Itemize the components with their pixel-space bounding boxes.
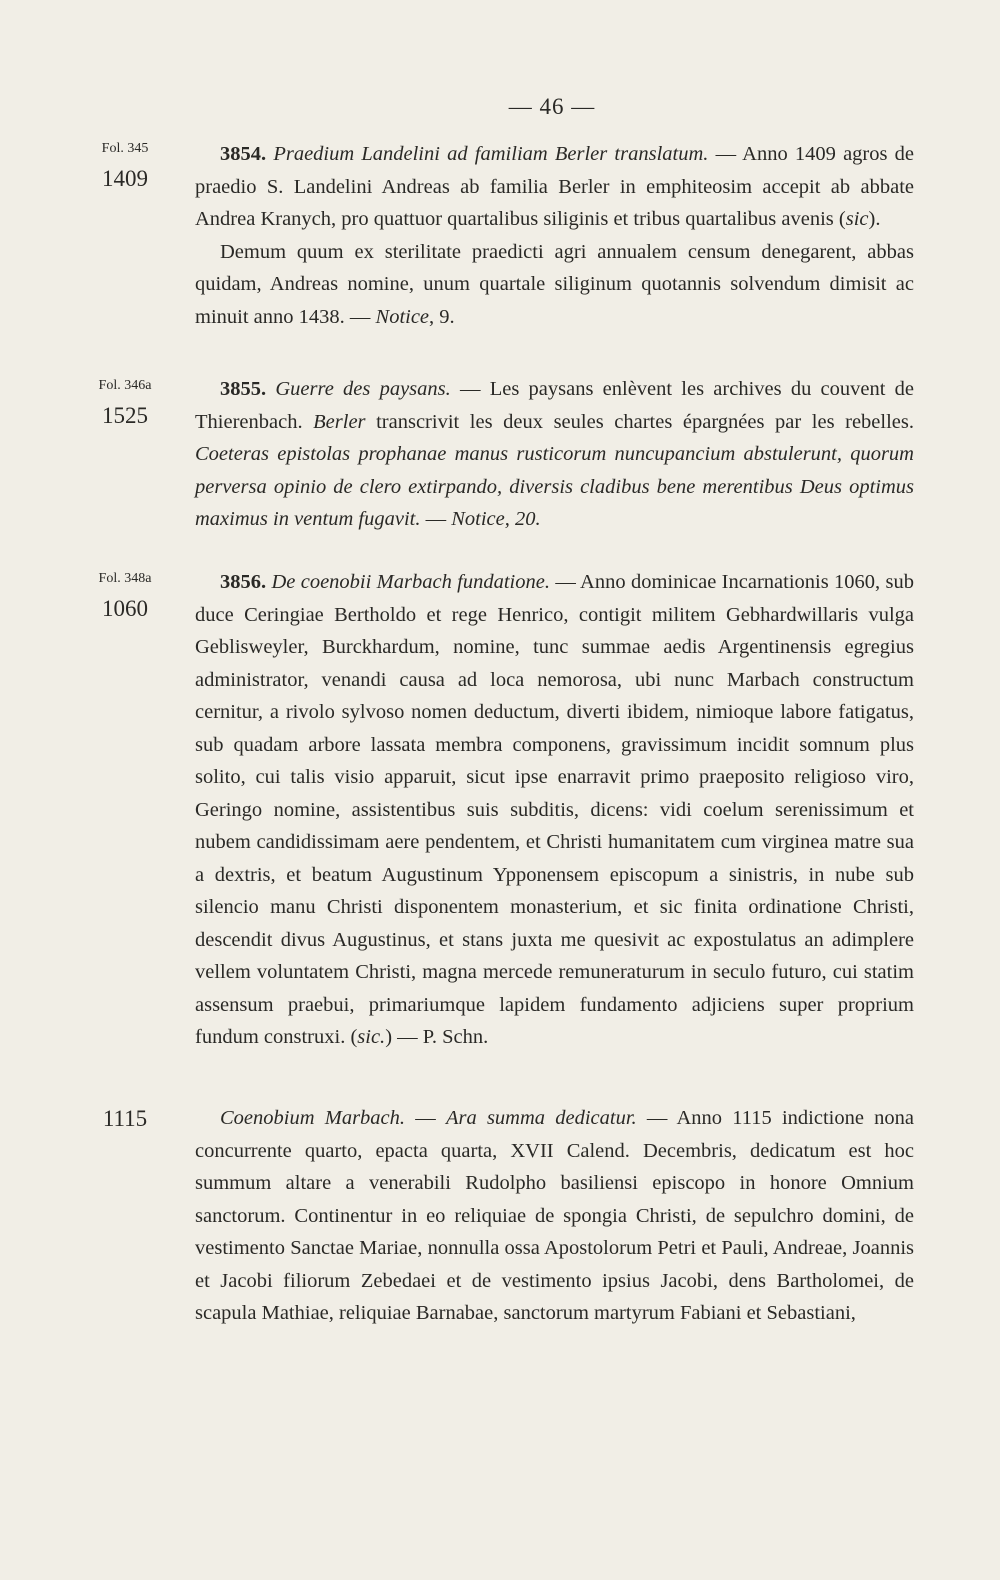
entry-text: — Anno 1409 agros de praedio S. Landelini Andreas ab familia Berler in emphiteosim accepit ab abbate Andrea Kranych, pro quattuor quartalibus siliginis et tribus quartalibus avenis ( bbox=[195, 143, 914, 230]
folio-ref: Fol. 346a bbox=[98, 378, 152, 393]
margin-note-3854 bbox=[60, 140, 190, 194]
folio-ref: Fol. 348a bbox=[98, 571, 152, 586]
margin-note-1115 bbox=[60, 1104, 190, 1134]
margin-year: 1409 bbox=[102, 166, 148, 191]
margin-year: 1525 bbox=[102, 403, 148, 428]
page-number: — 46 — bbox=[508, 94, 596, 119]
entry-title: Coenobium Marbach. bbox=[220, 1107, 406, 1129]
entry-title: Praedium Landelini ad familiam Berler translatum. bbox=[273, 143, 709, 165]
entry-title: Guerre des paysans. bbox=[275, 378, 451, 400]
margin-year: 1060 bbox=[102, 596, 148, 621]
entry-1115 bbox=[195, 1102, 914, 1330]
entry-3855 bbox=[195, 373, 914, 536]
entry-number: 3855. bbox=[220, 378, 267, 400]
entry-text: — Les paysans enlèvent les archives du couvent de Thierenbach. bbox=[195, 378, 915, 433]
entry-3854 bbox=[195, 138, 914, 333]
entry-text: — Anno dominicae Incarnationis 1060, sub duce Ceringiae Bertholdo et rege Henrico, contigit militem Gebhardwillaris vulga Geblisweyler, Burckhardum, nomine, tunc summae aedis Argentinensis egregius administrator, venandi causa ad loca nemorosa, ubi nunc Marbach constructum cernitur, a rivolo sylvoso nomen deductum, diverti ibidem, nimioque labore fatigatus, sub quadam arbore lassata membra componens, gravissimum incidit somnum plus solito, cui talis visio apparuit, sicut ipse enarravit primo praeposito religioso viro, Geringo nomine, assistentibus suis subditis, dicens: vidi coelum serenissimum et nubem candidissimam aere pendentem, et Christi humanitatem cum virginea matre sua a dextris, et beatum Augustinum Ypponensem episcopum a sinistris, in nube sub silencio manu Christi disponentem monasterium, et sic finita ordinatione Christi, descendit divus Augustinus, et stans juxta me quesivit ac expostulatus an adimplere vellem voluntatem Christi, magna mercede remuneraturum in seculo futuro, cui statim assensum praebui, primariumque lapidem fundamento adjiciens super proprium fundum construxi. ( bbox=[195, 571, 914, 1048]
entry-3856 bbox=[195, 566, 914, 1054]
folio-ref: Fol. 345 bbox=[101, 141, 149, 156]
source-ref: Notice bbox=[375, 305, 430, 328]
margin-note-3855 bbox=[60, 377, 190, 431]
entry-subtitle: Ara summa dedicatur. bbox=[445, 1107, 637, 1129]
entry-text-end: ) — P. Schn. bbox=[385, 1026, 489, 1048]
author-name: Berler bbox=[313, 410, 366, 433]
entry-text-end: ). bbox=[868, 208, 881, 230]
latin-quote: Coeteras epistolas prophanae manus rusticorum nuncupancium abstulerunt, quorum perversa opinio de clero extirpando, diversis cladibus bene merentibus Deus optimus maximus in ventum fugavit. bbox=[195, 443, 914, 530]
source-ref: Notice, 20. bbox=[451, 508, 541, 530]
dash: — bbox=[420, 508, 452, 530]
source-number: , 9. bbox=[429, 305, 455, 328]
sic-note: sic. bbox=[357, 1026, 386, 1048]
entry-paragraph: Demum quum ex sterilitate praedicti agri annualem censum denegarent, abbas quidam, Andreas nomine, unum quartale siliginum quotannis solvendum dimisit ac minuit anno 1438. — bbox=[195, 240, 914, 328]
dash: — bbox=[405, 1107, 446, 1129]
margin-year: 1115 bbox=[102, 1106, 148, 1131]
entry-text: — Anno 1115 indictione nona concurrente quarto, epacta quarta, XVII Calend. Decembris, dedicatum est hoc summum altare a venerabili Rudolpho basiliensi episcopo in honore Omnium sanctorum. Continentur in eo reliquiae de spongia Christi, de sepulchro domini, de vestimento Sanctae Mariae, nonnulla ossa Apostolorum Petri et Pauli, Andreae, Joannis et Jacobi filiorum Zebedaei et de vestimento ipsius Jacobi, dens Bartholomei, de scapula Mathiae, reliquiae Barnabae, sanctorum martyrum Fabiani et Sebastiani, bbox=[195, 1107, 914, 1324]
sic-note: sic bbox=[845, 208, 869, 230]
entry-number: 3854. bbox=[220, 143, 267, 165]
entry-text-2: transcrivit les deux seules chartes épargnées par les rebelles. bbox=[365, 410, 914, 433]
margin-note-3856 bbox=[60, 570, 190, 624]
entry-number: 3856. bbox=[220, 571, 267, 593]
entry-title: De coenobii Marbach fundatione. bbox=[271, 571, 550, 593]
